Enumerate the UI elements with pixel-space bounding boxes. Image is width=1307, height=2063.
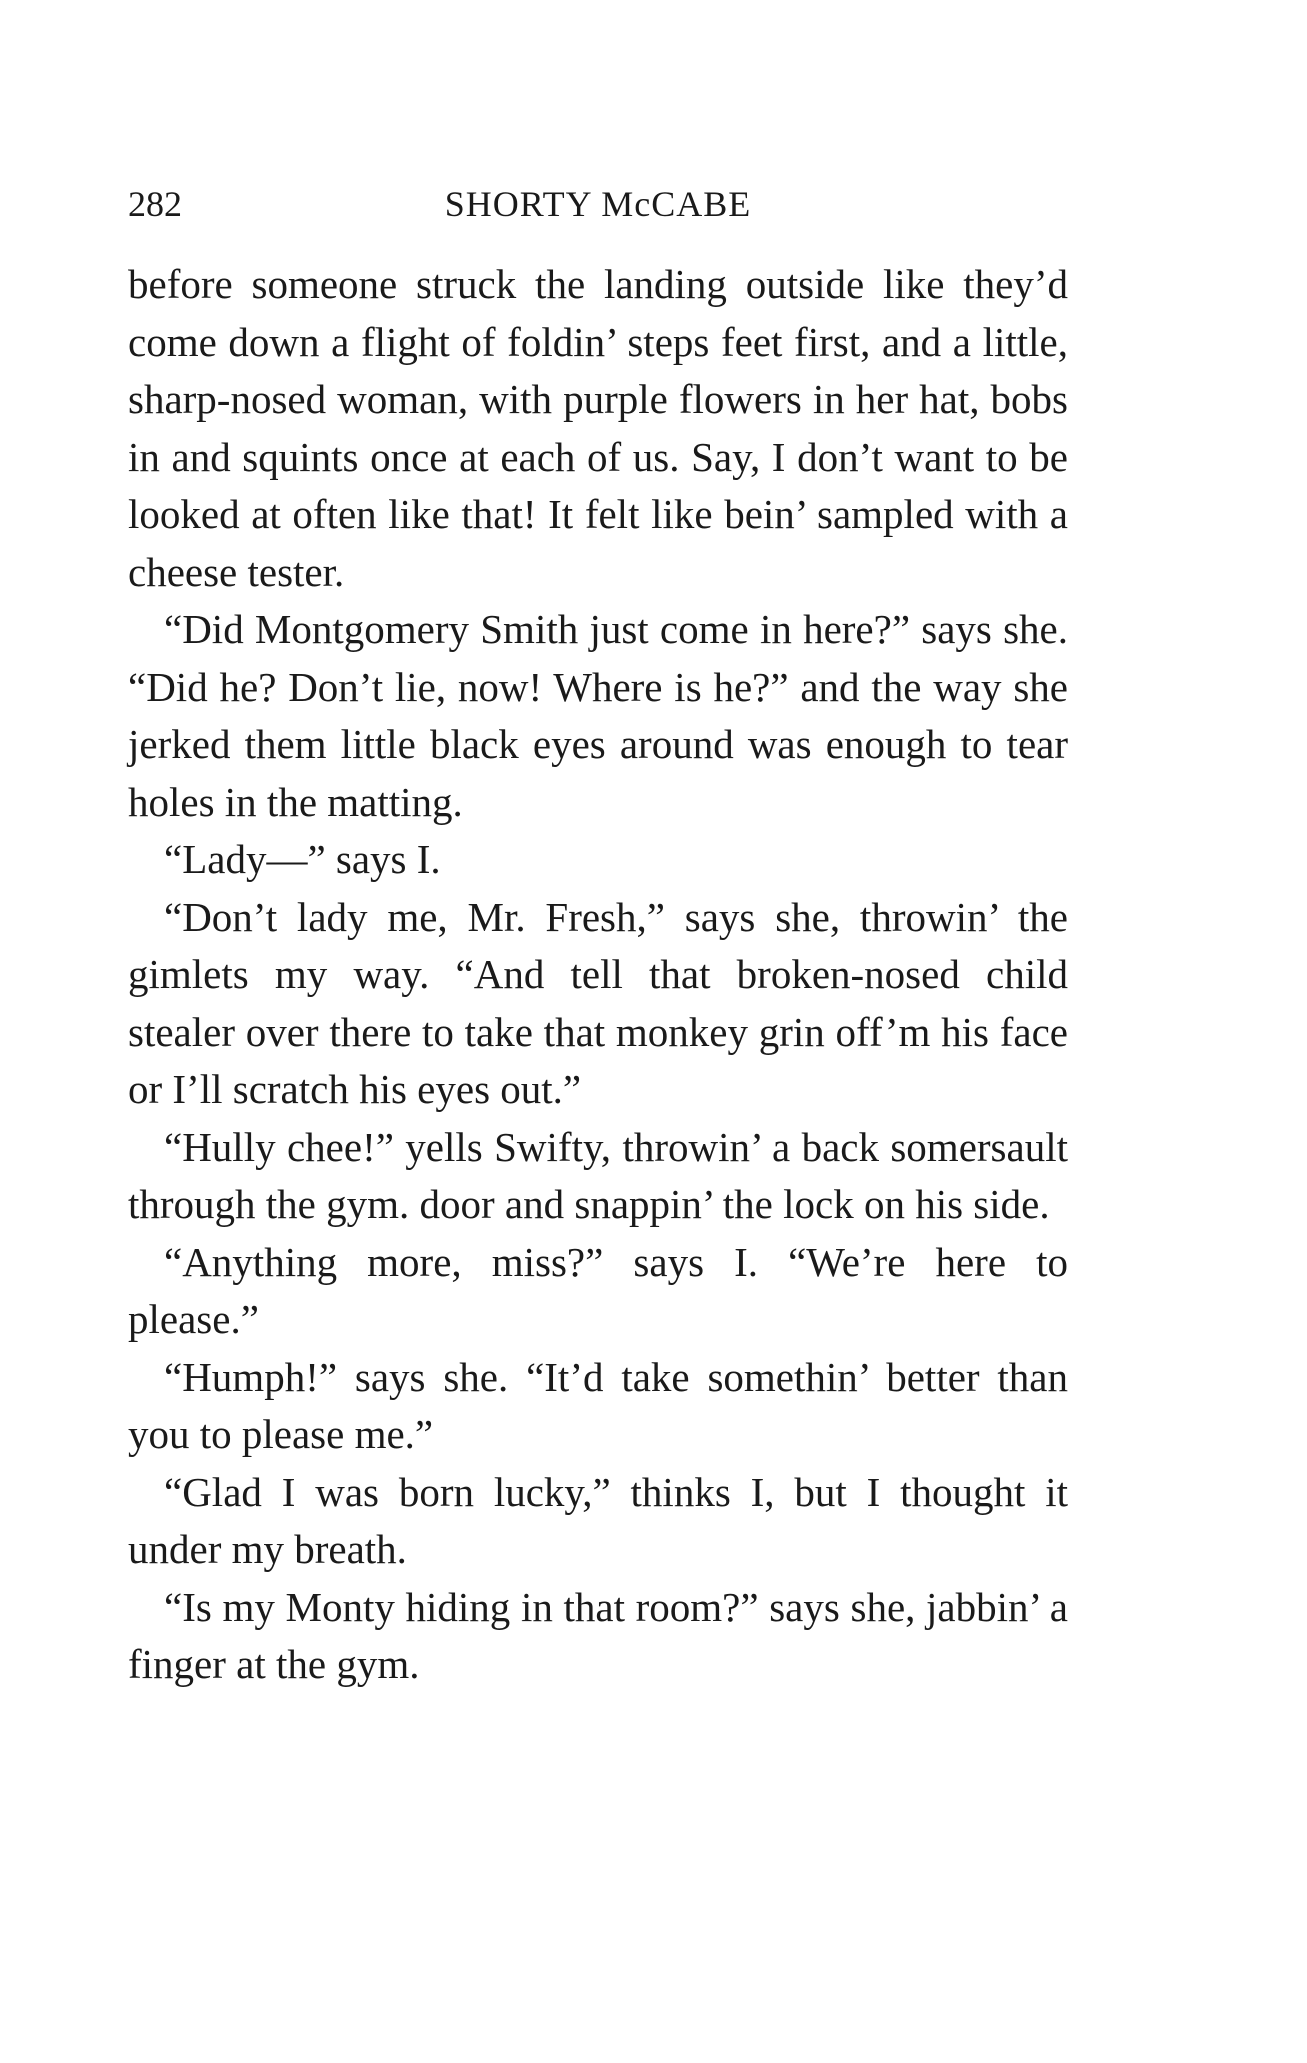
paragraph: “Don’t lady me, Mr. Fresh,” says she, throwin’ the gimlets my way. “And tell that broken-nosed child stealer over there to take that monkey grin off’m his face or I’ll scratch his eyes out.” [128, 893, 1068, 1112]
body-text [128, 256, 1068, 1694]
paragraph: “Humph!” says she. “It’d take somethin’ better than you to please me.” [128, 1353, 1068, 1457]
paragraph: “Did Montgomery Smith just come in here?” says she. “Did he? Don’t lie, now! Where is he?” and the way she jerked them little black eyes around was enough to tear holes in the matting. [128, 606, 1068, 825]
paragraph-continued: before someone struck the landing outside like they’d come down a flight of foldin’ steps feet first, and a little, sharp-nosed woman, with purple flowers in her hat, bobs in and squints once at each of us. Say, I don’t want to be looked at often like that! It felt like bein’ sampled with a cheese tester. [128, 261, 1068, 595]
paragraph: “Anything more, miss?” says I. “We’re here to please.” [128, 1238, 1068, 1342]
running-title: SHORTY McCABE [444, 184, 752, 224]
page-number: 282 [128, 184, 182, 224]
paragraph: “Lady—” says I. [164, 836, 441, 882]
paragraph: “Hully chee!” yells Swifty, throwin’ a back somersault through the gym. door and snappin’ the lock on his side. [128, 1123, 1068, 1227]
running-head [128, 180, 1068, 228]
paragraph: “Is my Monty hiding in that room?” says she, jabbin’ a finger at the gym. [128, 1583, 1068, 1687]
paragraph: “Glad I was born lucky,” thinks I, but I thought it under my breath. [128, 1468, 1068, 1572]
